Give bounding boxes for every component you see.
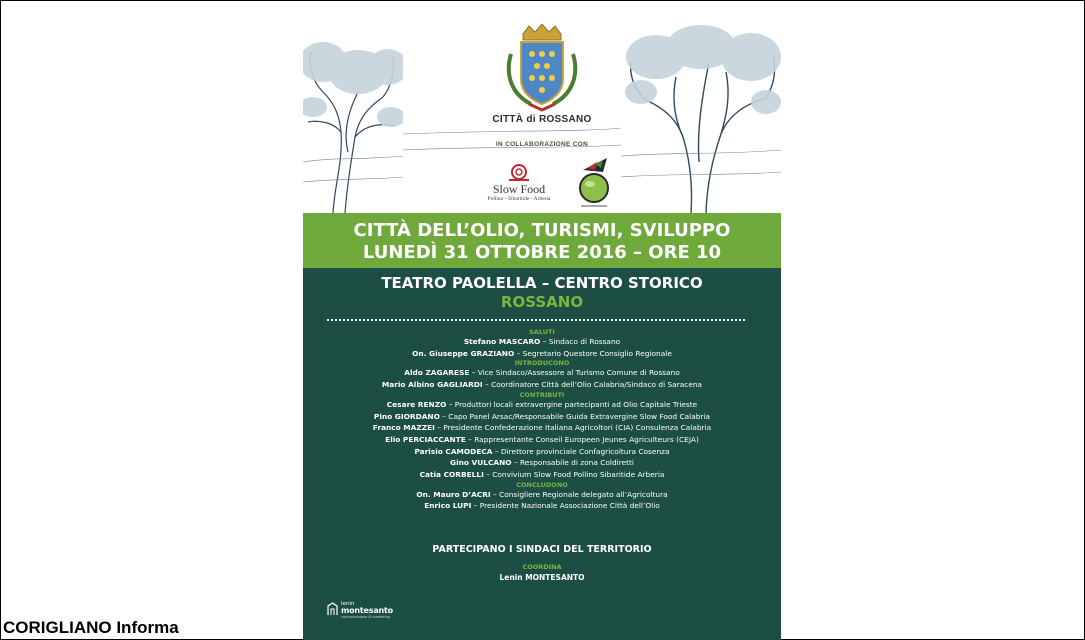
event-place: ROSSANO (500, 293, 584, 311)
program-entry (303, 336, 781, 348)
speaker-role: – Direttore provinciale Confagricoltura Cosenza (492, 446, 670, 456)
speaker-role: – Vice Sindaco/Assessore al Turismo Comune di Rossano (469, 368, 680, 378)
speaker-role: – Coordinatore Città dell’Olio Calabria/Sindaco di Saracena (482, 380, 703, 390)
program-entry (303, 469, 781, 481)
collaboration-label: IN COLLABORAZIONE CON (495, 141, 589, 148)
snail-icon (507, 162, 531, 182)
program-entry (303, 457, 781, 469)
speaker-name: Elio PERCIACCANTE (385, 434, 466, 444)
source-watermark: CORIGLIANO Informa (3, 618, 179, 637)
program-entry (303, 348, 781, 360)
slow-food-logo (479, 162, 559, 208)
city-coat-of-arms (501, 24, 583, 114)
olive-oil-logo (573, 156, 615, 208)
speaker-name: Pino GIORDANO (373, 411, 440, 421)
dotted-divider-top (327, 319, 745, 321)
program-entry (303, 411, 781, 423)
building-icon (327, 602, 338, 616)
event-venue: TEATRO PAOLELLA – CENTRO STORICO (381, 274, 703, 292)
program-entry (303, 367, 781, 379)
speaker-name: On. Mauro D’ACRI (416, 489, 491, 499)
program-list (303, 328, 781, 512)
speaker-name: On. Giuseppe GRAZIANO (412, 348, 515, 358)
montesanto-brand-logo (327, 600, 407, 620)
speaker-name: Cesare RENZO (386, 399, 447, 409)
speaker-role: – Convivium Slow Food Pollino Sibaritide Arberia (483, 470, 665, 480)
speaker-name: Gino VULCANO (450, 458, 512, 468)
mayors-participation-note: PARTECIPANO I SINDACI DEL TERRITORIO (432, 544, 652, 555)
speaker-role: – Segretario Questore Consiglio Regionale (514, 348, 672, 358)
speaker-role: – Capo Panel Arsac/Responsabile Guida Extravergine Slow Food Calabria (439, 411, 711, 421)
city-name-label: CITTÀ di ROSSANO (492, 114, 592, 125)
slow-food-name: Slow Food (492, 182, 546, 196)
program-entry (303, 446, 781, 458)
speaker-name: Stefano MASCARO (463, 337, 541, 346)
poster-header (303, 22, 781, 213)
speaker-role: – Presidente Confederazione Italiana Agricoltori (CIA) Consulenza Calabria (434, 423, 712, 433)
brand-tagline: comunicazione & marketing (341, 615, 391, 619)
section-heading: CONCLUDONO (516, 480, 568, 489)
program-entry (303, 489, 781, 501)
event-title: CITTÀ DELL’OLIO, TURISMI, SVILUPPO (353, 220, 731, 241)
speaker-name: Parisio CAMODECA (414, 446, 493, 456)
program-entry (303, 434, 781, 446)
brand-last-name: montesanto (341, 606, 393, 615)
speaker-name: Franco MAZZEI (372, 423, 435, 433)
brand-first-name: lenin (341, 601, 355, 607)
speaker-role: – Responsabile di zona Coldiretti (511, 458, 634, 468)
speaker-role: – Presidente Nazionale Associazione Città dell’Olio (471, 501, 660, 511)
speaker-name: Mario Albino GAGLIARDI (381, 380, 483, 390)
program-entry (303, 500, 781, 512)
speaker-role: – Sindaco di Rossano (540, 337, 621, 346)
section-heading: INTRODUCONO (514, 359, 570, 368)
speaker-name: Aldo ZAGARESE (404, 368, 470, 378)
speaker-role: – Produttori locali extravergine partecipanti ad Olio Capitale Trieste (446, 399, 698, 409)
speaker-name: Enrico LUPI (424, 501, 472, 511)
section-heading: SALUTI (529, 328, 555, 336)
speaker-role: – Consigliere Regionale delegato all’Agricoltura (490, 489, 668, 499)
section-heading: CONTRIBUTI (519, 390, 565, 399)
event-poster (303, 22, 781, 640)
slow-food-subtitle: Pollino - Sibaritide - Arberia (487, 196, 551, 202)
speaker-role: – Rappresentante Conseil Europeen Jeunes Agriculteurs (CEJA) (465, 434, 699, 444)
program-entry (303, 399, 781, 411)
speaker-name: Catia CORBELLI (419, 470, 484, 480)
program-entry (303, 379, 781, 391)
event-date: LUNEDÌ 31 OTTOBRE 2016 – ORE 10 (362, 242, 722, 263)
coordinator-label: COORDINA (522, 563, 562, 571)
program-entry (303, 422, 781, 434)
coordinator-name: Lenin MONTESANTO (499, 573, 585, 582)
